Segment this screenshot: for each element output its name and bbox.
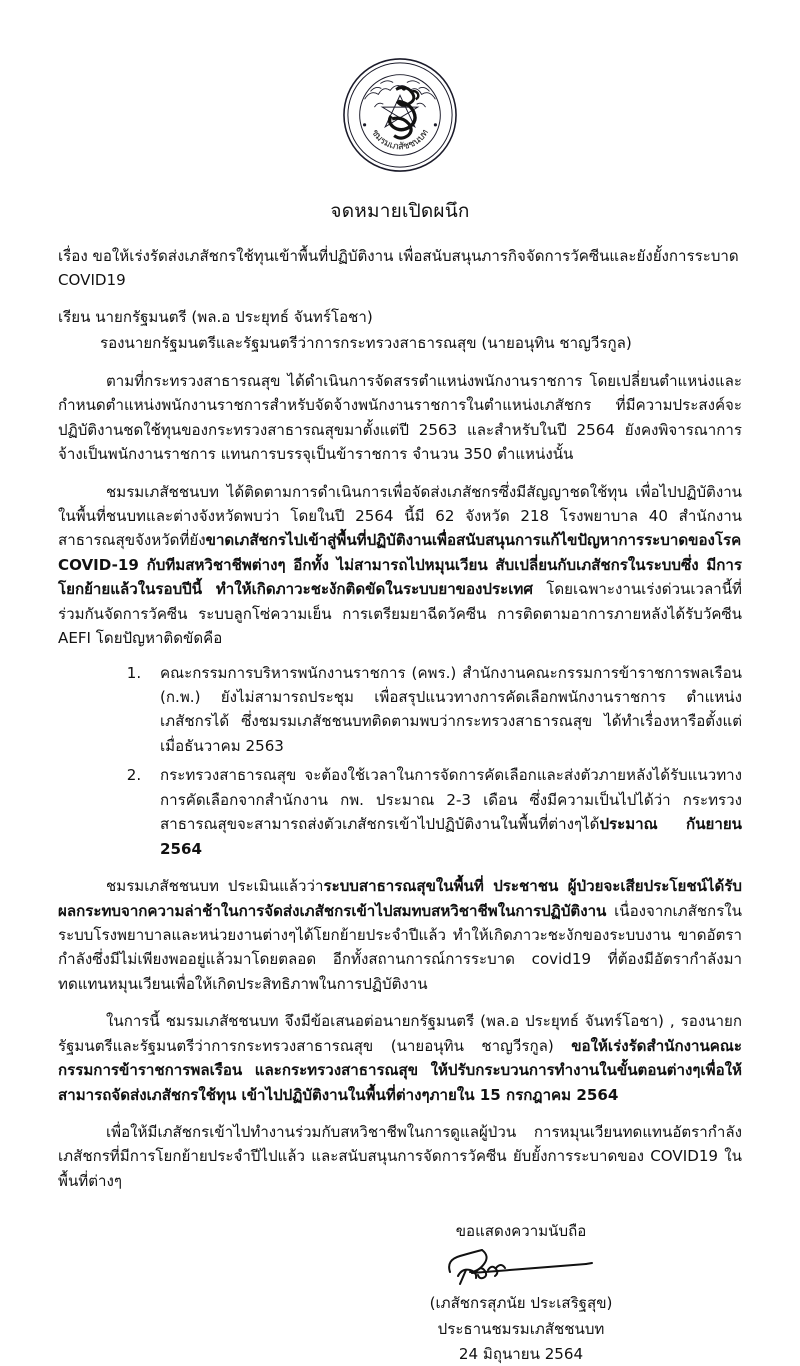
- list-item-1-text: คณะกรรมการบริหารพนักงานราชการ (คพร.) สำนักงานคณะกรรมการข้าราชการพลเรือน (ก.พ.) ยังไม่สามารถประชุม เพื่อสรุปแนวทางการคัดเลือกพนักงานราชการ ตำแหน่งเภสัชกรได้ ซึ่งชมรมเภสัชชนบทติดตามพบว่ากระทรวงสาธารณสุข ได้ทำเรื่องหารือตั้งแต่เมื่อธันวาคม 2563: [160, 663, 742, 755]
- handwritten-signature: [388, 1245, 654, 1289]
- recipient-secondary: รองนายกรัฐมนตรีและรัฐมนตรีว่าการกระทรวงสาธารณสุข (นายอนุทิน ชาญวีรกูล): [100, 334, 632, 353]
- page-title: จดหมายเปิดผนึก: [330, 200, 470, 222]
- letter-body: [0, 244, 800, 1366]
- paragraph-2-tail: โดยเฉพาะงานเร่งด่วนเวลานี้ที่ร่วมกันจัดการวัคซีน ระบบลูกโซ่ความเย็น การเตรียมยาฉีดวัคซีน การติดตามอาการภายหลังได้รับวัคซีน AEFI โดยปัญหาติดขัดคือ: [58, 580, 742, 648]
- paragraph-2-intro: ชมรมเภสัชชนบท ได้ติดตามการดำเนินการเพื่อจัดส่งเภสัชกรซึ่งมีสัญญาชดใช้ทุน เพื่อไปปฏิบัติงานในพื้นที่ชนบทและต่างจังหวัดพบว่า โดยในปี 2564 นี้มี 62 จังหวัด 218 โรงพยาบาล 40 สำนักงานสาธารณสุขจังหวัดที่ยัง: [58, 482, 742, 550]
- organization-seal-icon: [341, 56, 459, 174]
- paragraph-1: ตามที่กระทรวงสาธารณสุข ได้ดำเนินการจัดสรรตำแหน่งพนักงานราชการ โดยเปลี่ยนตำแหน่งและกำหนดตำแหน่งพนักงานราชการสำหรับจัดจ้างพนักงานราชการในตำแหน่งเภสัชกร ที่มีความประสงค์จะปฏิบัติงานชดใช้ทุนของกระทรวงสาธารณสุขมาตั้งแต่ปี 2563 และสำหรับในปี 2564 ยังคงพิจารณาการจ้างเป็นพนักงานราชการ แทนการบรรจุเป็นข้าราชการ จำนวน 350 ตำแหน่งนั้น: [58, 371, 742, 464]
- paragraph-4-request: [58, 1009, 742, 1107]
- paragraph-3-emphasis: ระบบสาธารณสุขในพื้นที่ ประชาชน ผู้ป่วยจะเสียประโยชน์ได้รับผลกระทบจากความล่าช้าในการจัดส่งเภสัชกรเข้าไปสมทบสหวิชาชีพในการปฏิบัติงาน: [58, 877, 742, 920]
- list-item: [146, 661, 742, 759]
- list-item-2-emphasis: ประมาณ กันยายน 2564: [160, 815, 742, 858]
- paragraph-3: [58, 874, 742, 996]
- paragraph-3-tail: เนื่องจากเภสัชกรในระบบโรงพยาบาลและหน่วยงานต่างๆได้โยกย้ายประจำปีแล้ว ทำให้เกิดภาวะชะงักของระบบงาน ขาดอัตรากำลังซึ่งมีไม่เพียงพออยู่แล้วมาโดยตลอด อีกทั้งสถานการณ์การระบาด covid19 ที่ต้องมีอัตรากำลังมาทดแทนหมุนเวียนเพื่อให้เกิดประสิทธิภาพในการปฏิบัติงาน: [58, 901, 742, 993]
- paragraph-2: [58, 480, 742, 651]
- letterhead: [0, 0, 800, 174]
- paragraph-4-intro: ในการนี้ ชมรมเภสัชชนบท จึงมีข้อเสนอต่อนายกรัฐมนตรี (พล.อ ประยุทธ์ จันทร์โอชา) , รองนายกรัฐมนตรีและรัฐมนตรีว่าการกระทรวงสาธารณสุข (นายอนุทิน ชาญวีรกูล): [58, 1012, 742, 1055]
- list-item-2-text: กระทรวงสาธารณสุข จะต้องใช้เวลาในการจัดการคัดเลือกและส่งตัวภายหลังได้รับแนวทางการคัดเลือกจากสำนักงาน กพ. ประมาณ 2-3 เดือน ซึ่งมีความเป็นไปได้ว่า กระทรวงสาธารณสุขจะสามารถส่งตัวเภสัชกรเข้าไปปฏิบัติงานในพื้นที่ต่างๆได้: [160, 766, 742, 834]
- recipient-primary: เรียน นายกรัฐมนตรี (พล.อ ประยุทธ์ จันทร์โอชา): [58, 307, 373, 326]
- signature-date: 24 มิถุนายน 2564: [458, 1344, 584, 1363]
- paragraph-2-emphasis: ขาดเภสัชกรไปเข้าสู่พื้นที่ปฏิบัติงานเพื่อสนับสนุนการแก้ไขปัญหาการระบาดของโรค COVID-19 กับทีมสหวิชาชีพต่างๆ อีกทั้ง ไม่สามารถไปหมุนเวียน สับเปลี่ยนกับเภสัชกรในระบบซึ่ง มีการโยกย้ายแล้วในรอบปีนี้ ทำให้เกิดภาวะชะงักติดขัดในระบบยาของประเทศ: [58, 531, 742, 599]
- signature-icon: [436, 1246, 606, 1288]
- signatory-name: (เภสัชกรสุภนัย ประเสริฐสุข): [429, 1294, 613, 1313]
- list-item: [146, 763, 742, 861]
- paragraph-3-intro: ชมรมเภสัชชนบท ประเมินแล้วว่า: [106, 877, 324, 896]
- issue-list: [58, 661, 742, 862]
- signatory-role: ประธานชมรมเภสัชชนบท: [437, 1319, 605, 1338]
- paragraph-5-purpose: เพื่อให้มีเภสัชกรเข้าไปทำงานร่วมกับสหวิชาชีพในการดูแลผู้ป่วน การหมุนเวียนทดแทนอัตรากำลังเภสัชกรที่มีการโยกย้ายประจำปีไปแล้ว และสนับสนุนการจัดการวัคซีน ยับยั้งการระบาดของ COVID19 ในพื้นที่ต่างๆ: [58, 1123, 742, 1190]
- closing-salutation: ขอแสดงความนับถือ: [455, 1222, 587, 1241]
- subject-line: เรื่อง ขอให้เร่งรัดส่งเภสัชกรใช้ทุนเข้าพื้นที่ปฏิบัติงาน เพื่อสนับสนุนภารกิจจัดการวัคซีนและยังยั้งการระบาด COVID19: [58, 247, 739, 290]
- signature-block: [58, 1219, 742, 1366]
- seal-text: ชมรมเภสัชชนบท: [369, 127, 431, 153]
- paragraph-4-emphasis: ขอให้เร่งรัดสำนักงานคณะกรรมการข้าราชการพลเรือน และกระทรวงสาธารณสุข ให้ปรับกระบวนการทำงานในขั้นตอนต่างๆเพื่อให้สามารถจัดส่งเภสัชกรใช้ทุน เข้าไปปฏิบัติงานในพื้นที่ต่างๆภายใน 15 กรกฎาคม 2564: [58, 1036, 742, 1104]
